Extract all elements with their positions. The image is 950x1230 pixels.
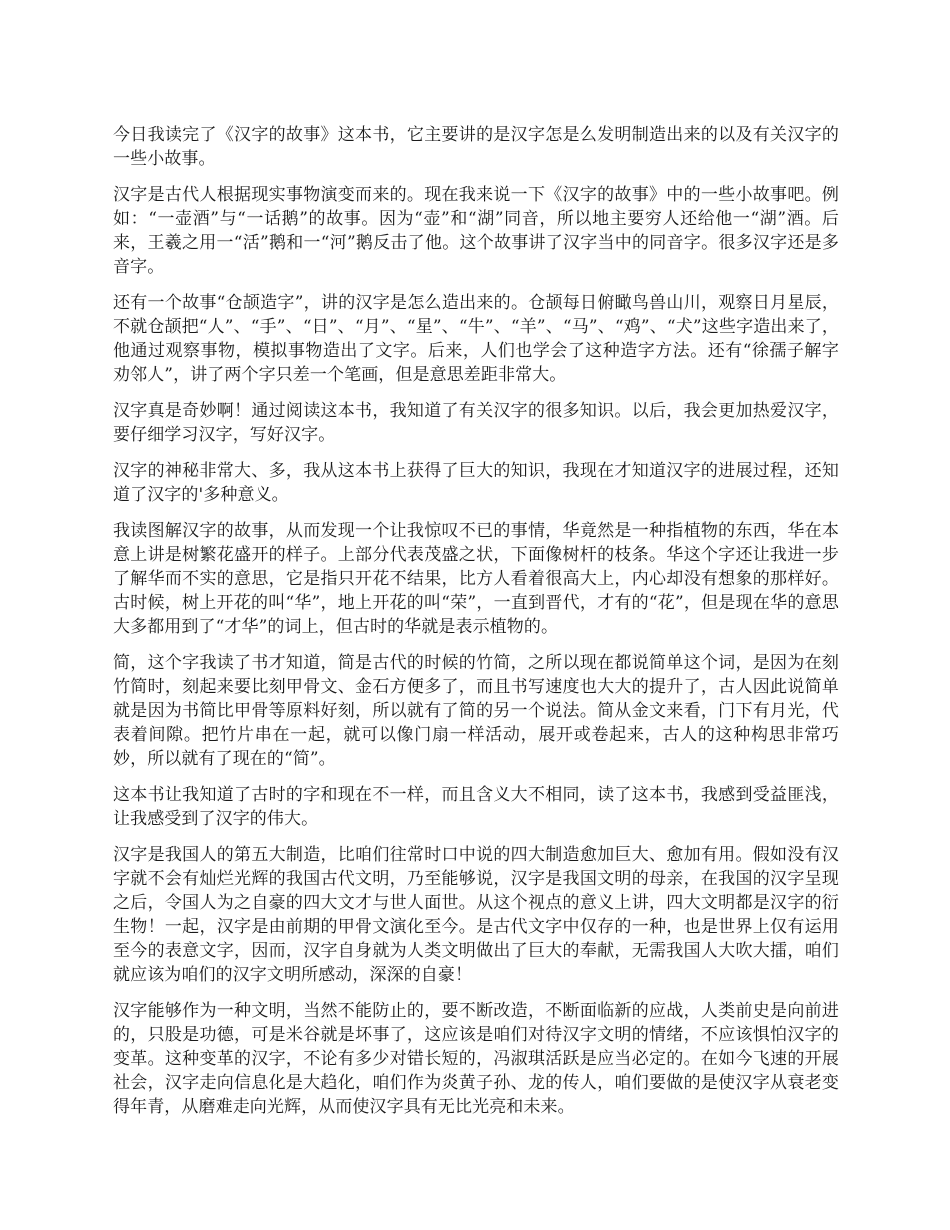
paragraph-9: 汉字是我国人的第五大制造，比咱们往常时口中说的四大制造愈加巨大、愈加有用。假如没有汉字就不会有灿烂光辉的我国古代文明，乃至能够说，汉字是我国文明的母亲，在我国的汉字呈现之后，令国人为之自豪的四大文才与世人面世。从这个视点的意义上讲，四大文明都是汉字的衍生物！一起，汉字是由前期的甲骨文演化至今。是古代文字中仅存的一种，也是世界上仅有运用至今的表意文字，因而，汉字自身就为人类文明做出了巨大的奉献，无需我国人大吹大擂，咱们就应该为咱们的汉字文明所感动，深深的自豪！ [113, 845, 839, 985]
paragraph-3: 还有一个故事“仓颉造字”，讲的汉字是怎么造出来的。仓颉每日俯瞰鸟兽山川，观察日月星辰，不就仓颉把“人”、“手”、“日”、“月”、“星”、“牛”、“羊”、“马”、“鸡”、“犬”这些字造出来了，他通过观察事物，模拟事物造出了文字。后来，人们也学会了这种造字方法。还有“徐孺子解字劝邻人”，讲了两个字只差一个笔画，但是意思差距非常大。 [113, 293, 839, 385]
paragraph-1: 今日我读完了《汉字的故事》这本书，它主要讲的是汉字怎是么发明制造出来的以及有关汉字的一些小故事。 [113, 125, 839, 169]
paragraph-7: 简，这个字我读了书才知道，简是古代的时候的竹简，之所以现在都说简单这个词，是因为在刻竹简时，刻起来要比刻甲骨文、金石方便多了，而且书写速度也大大的提升了，古人因此说简单就是因为书简比甲骨等原料好刻，所以就有了简的另一个说法。简从金文来看，门下有月光，代表着间隙。把竹片串在一起，就可以像门扇一样活动，展开或卷起来，古人的这种构思非常巧妙，所以就有了现在的“简”。 [113, 653, 839, 769]
document-body [113, 123, 839, 1131]
paragraph-6: 我读图解汉字的故事，从而发现一个让我惊叹不已的事情，华竟然是一种指植物的东西，华在本意上讲是树繁花盛开的样子。上部分代表茂盛之状，下面像树杆的枝条。华这个字还让我进一步了解华而不实的意思，它是指只开花不结果，比方人看着很高大上，内心却没有想象的那样好。古时候，树上开花的叫“华”，地上开花的叫“荣”，一直到晋代，才有的“花”，但是现在华的意思大多都用到了“才华”的词上，但古时的华就是表示植物的。 [113, 521, 839, 637]
paragraph-2: 汉字是古代人根据现实事物演变而来的。现在我来说一下《汉字的故事》中的一些小故事吧。例如：“一壶酒”与“一话鹅”的故事。因为“壶”和“湖”同音，所以地主要穷人还给他一“湖”酒。后来，王羲之用一“活”鹅和一“河”鹅反击了他。这个故事讲了汉字当中的同音字。很多汉字还是多音字。 [113, 185, 839, 277]
paragraph-10: 汉字能够作为一种文明，当然不能防止的，要不断改造，不断面临新的应战，人类前史是向前进的，只股是功德，可是米谷就是坏事了，这应该是咱们对待汉字文明的情绪，不应该惧怕汉字的变革。这种变革的汉字，不论有多少对错长短的，冯淑琪活跃是应当必定的。在如今飞速的开展社会，汉字走向信息化是大趋化，咱们作为炎黄子孙、龙的传人，咱们要做的是使汉字从衰老变得年青，从磨难走向光辉，从而使汉字具有无比光亮和未来。 [113, 1001, 839, 1117]
paragraph-8: 这本书让我知道了古时的字和现在不一样，而且含义大不相同，读了这本书，我感到受益匪浅，让我感受到了汉字的伟大。 [113, 785, 839, 829]
paragraph-4: 汉字真是奇妙啊！通过阅读这本书，我知道了有关汉字的很多知识。以后，我会更加热爱汉字，要仔细学习汉字，写好汉字。 [113, 401, 839, 445]
paragraph-5: 汉字的神秘非常大、多，我从这本书上获得了巨大的知识，我现在才知道汉字的进展过程，还知道了汉字的'多种意义。 [113, 461, 839, 505]
